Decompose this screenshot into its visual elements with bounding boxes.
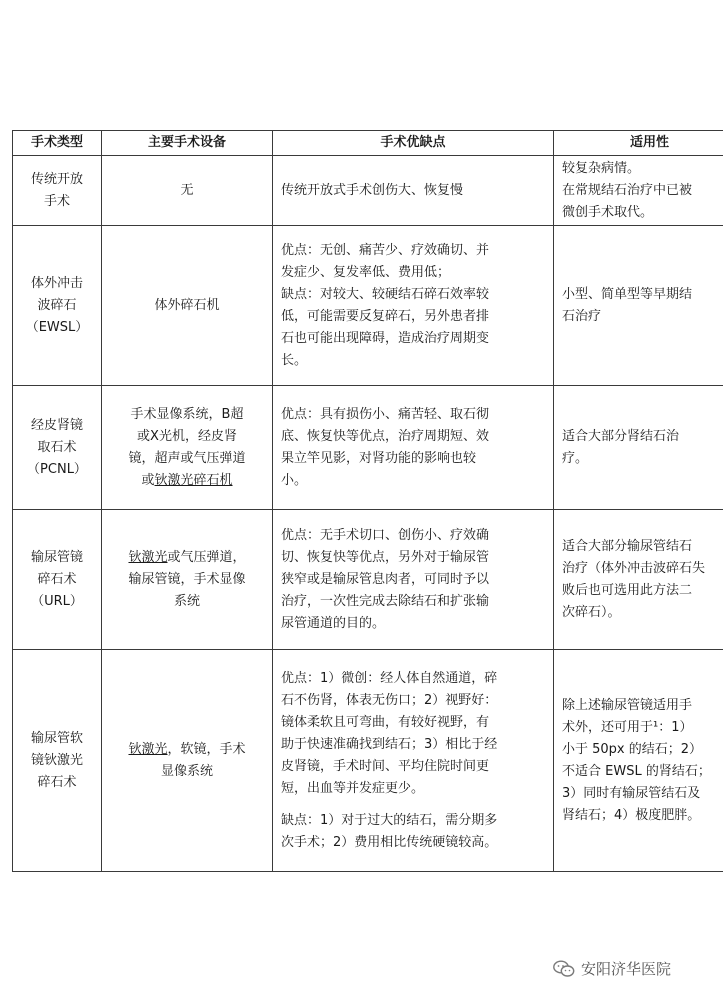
holmium-laser-term: 钬激光 — [128, 549, 168, 565]
header-pros-cons: 手术优缺点 — [273, 131, 554, 156]
cell-applicability: 小型、简单型等早期结 石治疗 — [554, 226, 723, 386]
table-row — [13, 226, 723, 386]
cell-pros-cons: 优点：具有损伤小、痛苦轻、取石彻 底、恢复快等优点，治疗周期短、效 果立竿见影，对肾功能的影响也较 小。 — [273, 386, 554, 510]
cell-applicability: 较复杂病情。 在常规结石治疗中已被 微创手术取代。 — [554, 156, 723, 226]
cell-surgery-type: 输尿管软 镜钬激光 碎石术 — [13, 650, 102, 872]
cell-surgery-type: 输尿管镜 碎石术 （URL） — [13, 510, 102, 650]
holmium-laser-lithotripter-term: 钬激光碎石机 — [154, 472, 233, 488]
surgery-comparison-table — [12, 130, 723, 872]
header-equipment: 主要手术设备 — [102, 131, 273, 156]
cell-equipment: 钬激光或气压弹道， 输尿管镜，手术显像 系统 — [102, 510, 273, 650]
cell-pros-cons: 优点：无创、痛苦少、疗效确切、并 发症少、复发率低、费用低； 缺点：对较大、较硬结石碎石效率较 低，可能需要反复碎石，另外患者排 石也可能出现障碍，造成治疗周期变 长。 — [273, 226, 554, 386]
cell-equipment: 手术显像系统，B超 或X光机，经皮肾 镜，超声或气压弹道 或钬激光碎石机 — [102, 386, 273, 510]
holmium-laser-term: 钬激光 — [128, 741, 168, 757]
header-applicability: 适用性 — [554, 131, 723, 156]
wechat-icon — [553, 960, 575, 978]
wechat-watermark — [553, 958, 671, 979]
cell-applicability: 适合大部分肾结石治 疗。 — [554, 386, 723, 510]
cell-applicability: 适合大部分输尿管结石 治疗（体外冲击波碎石失 败后也可选用此方法二 次碎石）。 — [554, 510, 723, 650]
cell-surgery-type: 经皮肾镜 取石术 （PCNL） — [13, 386, 102, 510]
cell-applicability: 除上述输尿管镜适用手 术外，还可用于¹：1） 小于 50px 的结石；2） 不适合 EWSL 的肾结石； 3）同时有输尿管结石及 肾结石；4）极度肥胖。 — [554, 650, 723, 872]
cell-equipment: 无 — [102, 156, 273, 226]
header-surgery-type: 手术类型 — [13, 131, 102, 156]
cell-equipment: 体外碎石机 — [102, 226, 273, 386]
cell-pros-cons: 优点：1）微创：经人体自然通道，碎 石不伤肾，体表无伤口；2）视野好： 镜体柔软且可弯曲，有较好视野，有 助于快速准确找到结石；3）相比于经 皮肾镜，手术时间、平均住院时间更 短，出血等并发症更少。 缺点：1）对于过大的结石，需分期多 次手术；2）费用相比传统硬镜较高。 — [273, 650, 554, 872]
cell-equipment: 钬激光，软镜，手术 显像系统 — [102, 650, 273, 872]
table-row — [13, 650, 723, 872]
table-header-row — [13, 131, 723, 156]
table-row — [13, 156, 723, 226]
cell-pros-cons: 优点：无手术切口、创伤小、疗效确 切、恢复快等优点，另外对于输尿管 狭窄或是输尿管息肉者，可同时予以 治疗，一次性完成去除结石和扩张输 尿管通道的目的。 — [273, 510, 554, 650]
watermark-text: 安阳济华医院 — [581, 960, 672, 978]
table-row — [13, 386, 723, 510]
cell-pros-cons: 传统开放式手术创伤大、恢复慢 — [273, 156, 554, 226]
table-row — [13, 510, 723, 650]
cell-surgery-type: 传统开放 手术 — [13, 156, 102, 226]
cell-surgery-type: 体外冲击 波碎石 （EWSL） — [13, 226, 102, 386]
